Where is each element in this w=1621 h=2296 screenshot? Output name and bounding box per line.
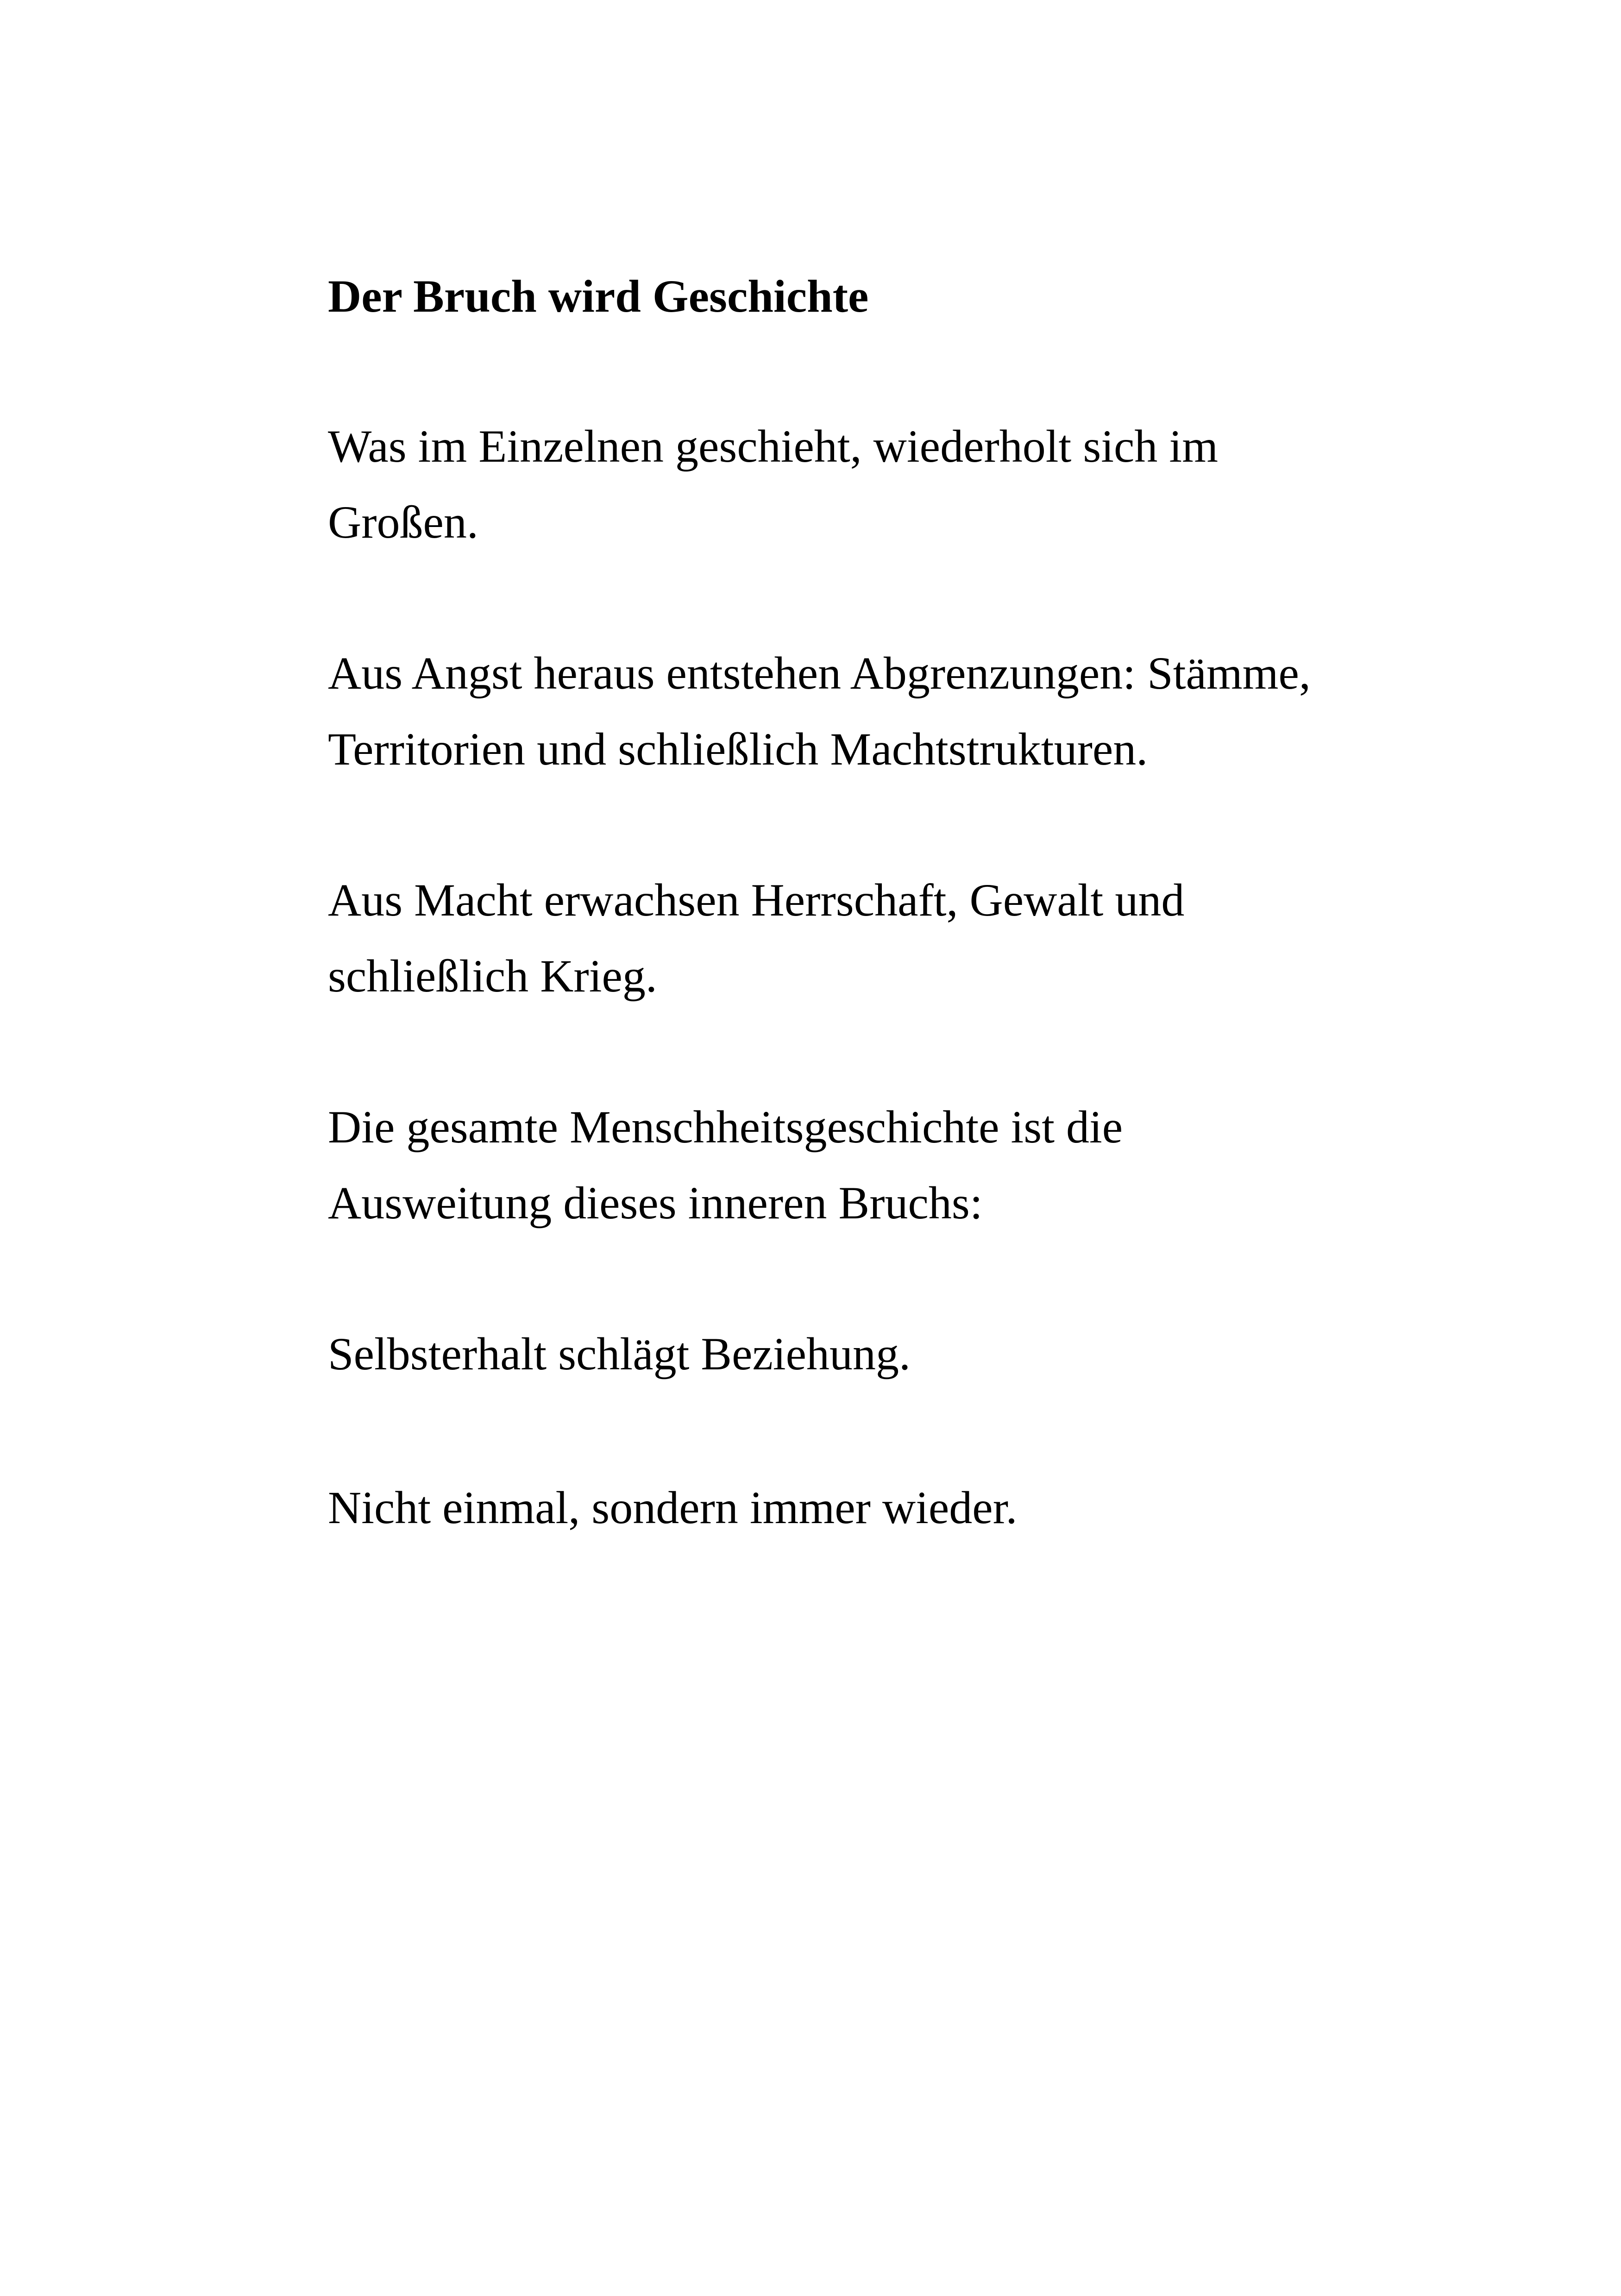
paragraph-line: Aus Macht erwachsen Herrschaft, Gewalt und: [328, 874, 1185, 926]
paragraph-line: Nicht einmal, sondern immer wieder.: [328, 1482, 1018, 1533]
document-title: Der Bruch wird Geschichte: [328, 270, 869, 322]
paragraph-4: [328, 1089, 1347, 1241]
paragraph-line: Aus Angst heraus entstehen Abgrenzungen: Stämme,: [328, 647, 1311, 699]
paragraph-line: Territorien und schließlich Machtstrukturen.: [328, 723, 1148, 775]
paragraph-line: Ausweitung dieses inneren Bruchs:: [328, 1177, 983, 1229]
paragraph-line: Die gesamte Menschheitsgeschichte ist die: [328, 1101, 1123, 1153]
paragraph-line: Selbsterhalt schlägt Beziehung.: [328, 1328, 911, 1380]
paragraph-5: [328, 1316, 1347, 1392]
paragraph-2: [328, 635, 1347, 787]
document-body: [328, 259, 1347, 1546]
paragraph-1: [328, 408, 1347, 560]
paragraph-6: [328, 1470, 1347, 1546]
paragraph-3: [328, 862, 1347, 1014]
paragraph-line: Großen.: [328, 496, 478, 548]
paragraph-line: schließlich Krieg.: [328, 950, 657, 1002]
paragraph-line: Was im Einzelnen geschieht, wiederholt sich im: [328, 420, 1218, 472]
